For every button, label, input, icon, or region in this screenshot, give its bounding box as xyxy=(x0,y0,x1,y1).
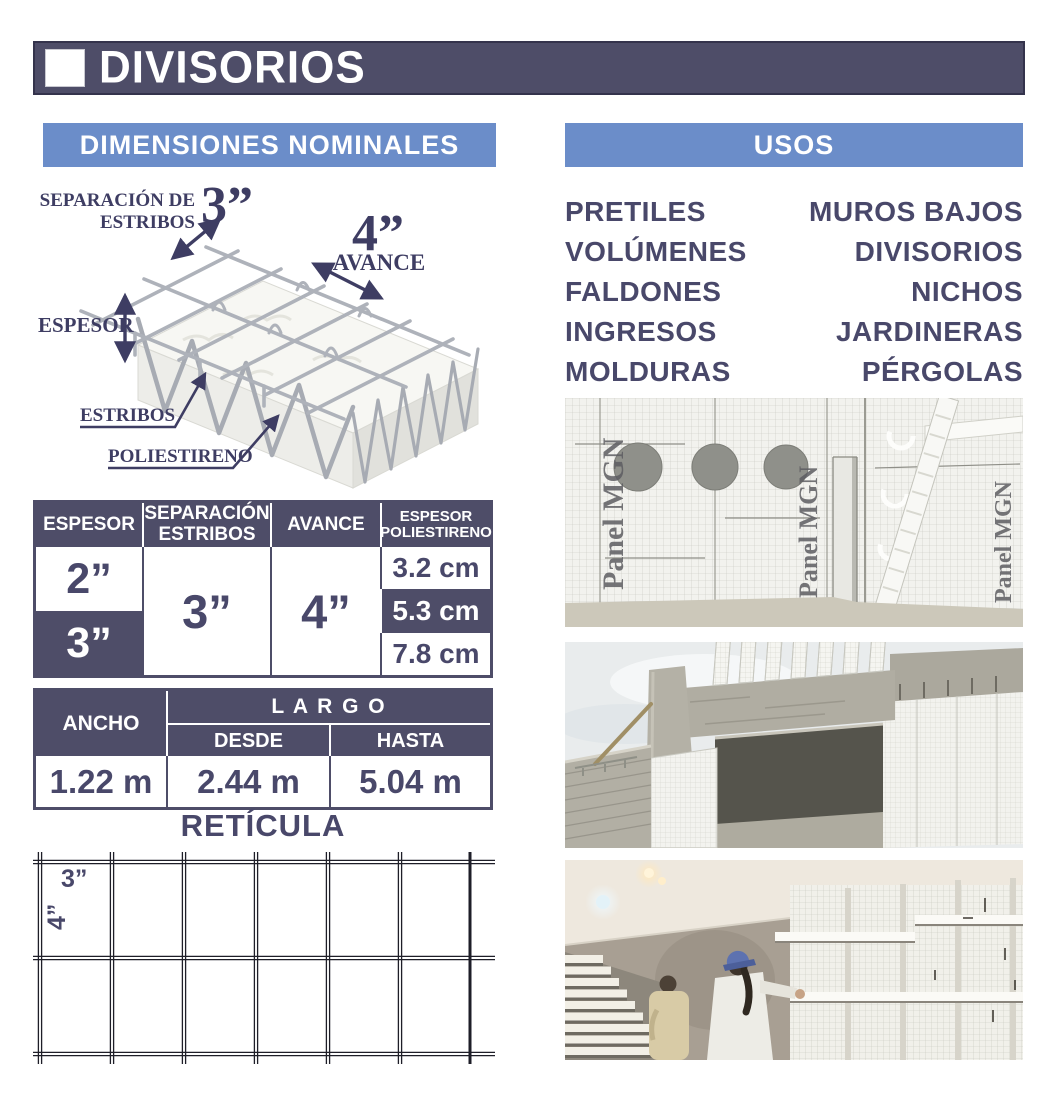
watermark-text: Panel MGN xyxy=(597,437,630,590)
use-item-nichos: NICHOS xyxy=(911,276,1023,307)
grid-vertical-wires xyxy=(38,852,470,1064)
usos-title: USOS xyxy=(753,129,835,160)
uses-photo-interior-niches xyxy=(565,398,1023,627)
avance-value: 4” xyxy=(352,205,404,262)
hasta-value: 5.04 m xyxy=(329,756,490,807)
dimensiones-title: DIMENSIONES NOMINALES xyxy=(79,129,460,160)
espesor-value-3in: 3” xyxy=(36,611,142,675)
dimensions-table xyxy=(33,500,493,678)
right-panel-wall xyxy=(883,676,1023,848)
espesor-value-2in: 2” xyxy=(66,554,112,603)
watermark-text: Panel MGN xyxy=(991,481,1017,603)
use-item-pergolas: PÉRGOLAS xyxy=(861,356,1023,387)
doorway xyxy=(833,457,857,604)
use-row xyxy=(565,232,1023,272)
use-item-divisorios: DIVISORIOS xyxy=(854,236,1023,267)
use-row xyxy=(565,192,1023,232)
ancho-header: ANCHO xyxy=(36,691,166,756)
use-item-faldones: FALDONES xyxy=(565,276,722,307)
separacion-value: 3” xyxy=(201,177,253,234)
desde-header: DESDE xyxy=(166,723,329,756)
estribos-label: ESTRIBOS xyxy=(80,405,176,426)
grid-vertical-spacing-label: 4” xyxy=(43,903,71,930)
avance-value: 4” xyxy=(270,547,380,675)
col-avance-header: AVANCE xyxy=(270,503,380,547)
uses-photo-interior-workers xyxy=(565,860,1023,1060)
poliestireno-value-1: 3.2 cm xyxy=(380,547,490,589)
use-item-molduras: MOLDURAS xyxy=(565,356,731,387)
use-item-muros-bajos: MUROS BAJOS xyxy=(809,196,1023,227)
col-poliestireno-line2: POLIESTIRENO xyxy=(380,524,492,541)
header-square-bullet xyxy=(45,49,85,87)
poliestireno-label: POLIESTIRENO xyxy=(108,446,253,467)
separacion-value: 3” xyxy=(142,547,270,675)
use-item-ingresos: INGRESOS xyxy=(565,316,717,347)
use-row xyxy=(565,272,1023,312)
usos-section-bar xyxy=(565,123,1023,167)
grid-horizontal-wires xyxy=(33,860,495,1055)
use-item-pretiles: PRETILES xyxy=(565,196,706,227)
col-espesor-header: ESPESOR xyxy=(36,503,142,547)
col-separacion-line1: SEPARACIÓN xyxy=(144,503,270,525)
panel-shelving xyxy=(775,878,1023,1060)
uses-photo-exterior-fins xyxy=(565,642,1023,848)
col-separacion-header xyxy=(142,503,270,547)
separacion-label-line2: ESTRIBOS xyxy=(99,212,195,233)
avance-label: AVANCE xyxy=(332,250,426,275)
separacion-label-line1: SEPARACIÓN DE xyxy=(39,190,195,211)
panel-diagram xyxy=(33,170,503,496)
col-separacion-line2: ESTRIBOS xyxy=(158,524,256,545)
grid-wires xyxy=(33,852,495,1064)
desde-value: 2.44 m xyxy=(166,756,329,807)
watermark-text: Panel MGN xyxy=(794,465,823,598)
use-item-jardineras: JARDINERAS xyxy=(835,316,1023,347)
page-title: DIVISORIOS xyxy=(99,42,366,93)
use-item-volumenes: VOLÚMENES xyxy=(565,236,747,267)
hasta-header: HASTA xyxy=(329,723,490,756)
reticula-grid xyxy=(33,846,497,1070)
dimensiones-section-bar xyxy=(43,123,496,167)
reticula-title: RETÍCULA xyxy=(180,808,346,843)
grid-horizontal-spacing-label: 3” xyxy=(61,865,88,893)
uses-list xyxy=(565,192,1023,392)
use-row xyxy=(565,352,1023,392)
col-poliestireno-header xyxy=(380,503,490,547)
length-table xyxy=(33,688,493,810)
ancho-value: 1.22 m xyxy=(49,762,153,800)
use-row xyxy=(565,312,1023,352)
col-poliestireno-line1: ESPESOR xyxy=(399,507,473,525)
lower-panel xyxy=(651,748,717,848)
poliestireno-value-3: 7.8 cm xyxy=(380,633,490,675)
circular-niches xyxy=(614,443,808,491)
largo-header: L A R G O xyxy=(166,691,490,723)
header-bar xyxy=(33,41,1025,95)
espesor-label: ESPESOR xyxy=(38,313,134,337)
poliestireno-value-2: 5.3 cm xyxy=(380,589,490,633)
